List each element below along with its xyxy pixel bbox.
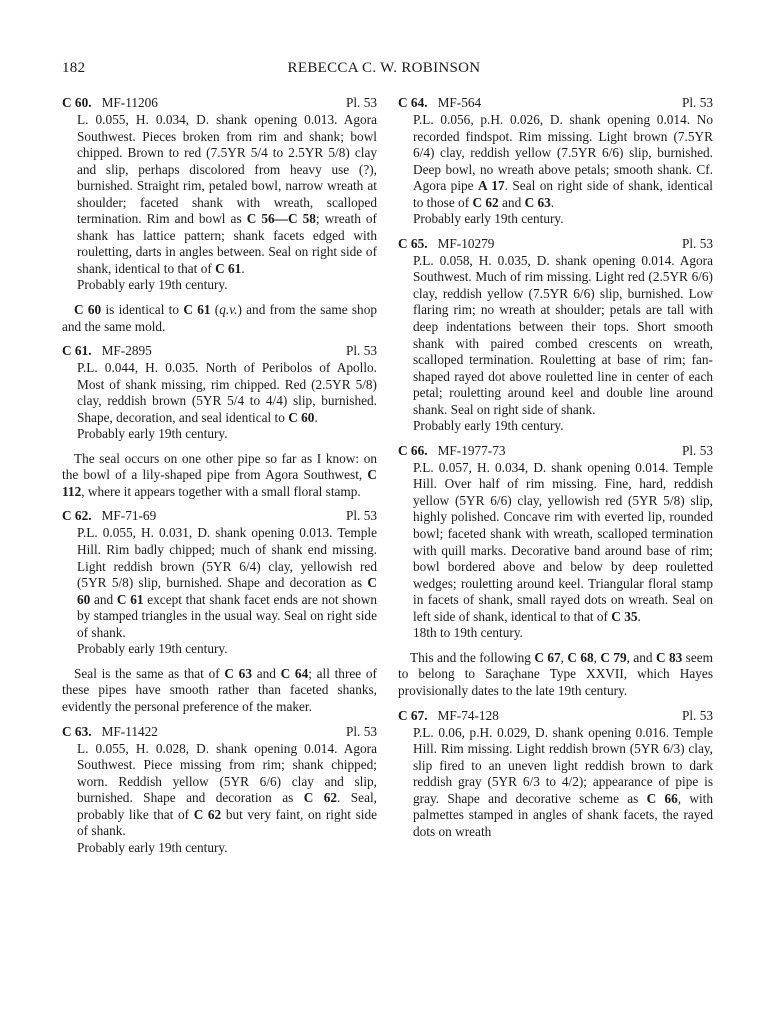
entry-date: Probably early 19th century. — [413, 418, 564, 434]
catalog-number: C 63. — [62, 723, 92, 739]
cross-reference: C 61 — [116, 591, 144, 607]
catalog-number: C 64. — [398, 95, 428, 110]
entry-heading — [62, 508, 377, 525]
page-number: 182 — [62, 60, 86, 76]
cross-reference: C 60 — [77, 575, 377, 607]
catalog-entry-c60 — [62, 95, 377, 294]
entry-heading — [62, 95, 377, 112]
plate-reference: Pl. 53 — [681, 707, 713, 723]
plate-reference: Pl. 53 — [345, 723, 377, 739]
entry-heading — [398, 95, 713, 112]
entry-date: Probably early 19th century. — [413, 211, 564, 227]
entry-date: Probably early 19th century. — [77, 277, 228, 293]
plate-reference: Pl. 53 — [345, 95, 377, 110]
catalog-entry-c64 — [398, 95, 713, 228]
commentary-paragraph: Seal is the same as that of C 63 and C 64; all three of these pipes have smooth rather than faceted shanks, evidently the personal preference of the maker. — [62, 665, 377, 714]
cross-reference: C 66 — [646, 790, 678, 806]
catalog-number: C 65. — [398, 235, 428, 251]
inventory-number: MF-2895 — [101, 343, 152, 359]
inventory-number: MF-11206 — [101, 95, 158, 110]
entry-description: P.L. 0.056, p.H. 0.026, D. shank opening 0.014. No recorded findspot. Rim missing. Light brown (7.5YR 6/4) clay, reddish yellow (7.5YR 6/6) slip, burnished. Deep bowl, no wreath above petals; smooth shank. Cf. Agora pipe A 17. Seal on right side of shank, identical to those of C 62 and C 63. — [413, 112, 713, 210]
cross-reference: C 35 — [611, 608, 638, 624]
cross-reference: C 56—C 58 — [246, 211, 316, 227]
running-title: REBECCA C. W. ROBINSON — [287, 60, 481, 76]
plate-reference: Pl. 53 — [345, 508, 377, 524]
entry-description: P.L. 0.055, H. 0.031, D. shank opening 0.013. Temple Hill. Rim badly chipped; much of shank end missing. Light reddish brown (5YR 6/4) clay, yellowish red (5YR 5/8) slip, burnished. Shape and decoration as C 60 and C 61 except that shank facet ends are not shown by stamped triangles in the usual way. Seal on right side of shank. — [77, 525, 377, 640]
commentary-paragraph: This and the following C 67, C 68, C 79, and C 83 seem to belong to Saraçhane Type XXVII, which Hayes provisionally dates to the late 19th century. — [398, 649, 713, 698]
inventory-number: MF-74-128 — [437, 707, 499, 723]
cross-reference: C 62 — [193, 806, 222, 822]
catalog-entry-c63 — [62, 724, 377, 857]
cross-reference: A 17 — [478, 178, 505, 194]
entry-heading — [398, 443, 713, 460]
running-head — [62, 60, 706, 80]
plate-reference: Pl. 53 — [681, 442, 713, 458]
catalog-entry-c65 — [398, 236, 713, 435]
inventory-number: MF-564 — [437, 95, 482, 110]
catalog-entry-c66 — [398, 443, 713, 642]
inventory-number: MF-10279 — [437, 235, 495, 251]
entry-date: 18th to 19th century. — [413, 625, 523, 641]
catalog-number: C 62. — [62, 508, 92, 524]
catalog-number: C 66. — [398, 442, 428, 458]
entry-description: L. 0.055, H. 0.034, D. shank opening 0.013. Agora Southwest. Pieces broken from rim and shank; bowl chipped. Brown to red (7.5YR 5/4 to 2.5YR 5/8) clay and slip, perhaps discolored from heavy use (?), burnished. Straight rim, petaled bowl, narrow wreath at shoulder; faceted shank with wreath, scalloped termination. Rim and bowl as C 56—C 58; wreath of shank has lattice pattern; shank facets edged with rouletting, darts in angles between. Seal on right side of shank, identical to that of C 61. — [77, 112, 377, 276]
left-column — [62, 95, 377, 864]
entry-heading — [62, 343, 377, 360]
entry-heading — [398, 236, 713, 253]
cross-reference: C 62 — [472, 194, 499, 210]
entry-heading — [398, 708, 713, 725]
cross-reference: C 60 — [288, 409, 315, 425]
entry-description: P.L. 0.057, H. 0.034, D. shank opening 0.014. Temple Hill. Over half of rim missing. Fine, hard, reddish yellow (5YR 6/6) clay, yellowish red (5YR 5/8) slip, highly polished. Concave rim with everted lip, rounded bowl; faceted shank with wreath, scalloped termination with quill marks. Decorative band around base of rim; bowl bordered above and below by deep rouletted wedges; rouletting around keel. Triangular floral stamp in facets of shank, small rayed dots on wreath. Seal on left side of shank, identical to that of C 35. — [413, 459, 713, 624]
catalog-number: C 67. — [398, 707, 428, 723]
cross-reference: C 62 — [303, 790, 338, 806]
right-column — [398, 95, 713, 848]
cross-reference: C 61 — [215, 260, 242, 276]
entry-description: P.L. 0.058, H. 0.035, D. shank opening 0.014. Agora Southwest. Much of rim missing. Light red (2.5YR 6/6) clay, reddish yellow (7.5YR 6/6) slip, burnished. Low flaring rim; no wreath at shoulder; petals are tall with deep indentations between their tops. Short smooth shank with paired combed crescents on wreath, scalloped termination. Rouletting at base of rim; fan-shaped rayed dot above rouletted line in center of each petal; rouletting around keel and double line around shank. Seal on right side of shank. — [413, 252, 713, 417]
inventory-number: MF-71-69 — [101, 508, 157, 524]
catalog-number: C 60. — [62, 95, 92, 110]
entry-description: P.L. 0.06, p.H. 0.029, D. shank opening 0.016. Temple Hill. Rim missing. Light reddish brown (5YR 6/3) clay, slip fired to an uneven light reddish brown to dark reddish gray (5YR 6/3 to 4/2); appearance of pipe is gray. Shape and decorative scheme as C 66, with palmettes stamped in angles of shank facets, the rayed dots on wreath — [413, 724, 713, 839]
inventory-number: MF-11422 — [101, 723, 158, 739]
catalog-entry-c61 — [62, 343, 377, 443]
commentary-paragraph: The seal occurs on one other pipe so far as I know: on the bowl of a lily-shaped pipe from Agora Southwest, C 112, where it appears together with a small floral stamp. — [62, 450, 377, 499]
plate-reference: Pl. 53 — [345, 343, 377, 359]
commentary-paragraph: C 60 is identical to C 61 (q.v.) and from the same shop and the same mold. — [62, 302, 377, 334]
inventory-number: MF-1977-73 — [437, 442, 506, 458]
entry-date: Probably early 19th century. — [77, 641, 228, 657]
entry-heading — [62, 724, 377, 741]
entry-date: Probably early 19th century. — [77, 426, 228, 442]
entry-description: P.L. 0.044, H. 0.035. North of Peribolos of Apollo. Most of shank missing, rim chipped. Red (2.5YR 5/8) clay, reddish brown (5YR 5/4 to 4/4) slip, burnished. Shape, decoration, and seal identical to C 60. — [77, 360, 377, 425]
cross-reference: C 63 — [524, 194, 551, 210]
plate-reference: Pl. 53 — [681, 235, 713, 251]
entry-description: L. 0.055, H. 0.028, D. shank opening 0.014. Agora Southwest. Piece missing from rim; shank chipped; worn. Reddish yellow (5YR 6/6) clay and slip, burnished. Shape and decoration as C 62. Seal, probably like that of C 62 but very faint, on right side of shank. — [77, 740, 377, 839]
plate-reference: Pl. 53 — [681, 95, 713, 110]
catalog-entry-c67 — [398, 708, 713, 841]
catalog-number: C 61. — [62, 343, 92, 359]
catalog-entry-c62 — [62, 508, 377, 657]
entry-date: Probably early 19th century. — [77, 839, 228, 855]
